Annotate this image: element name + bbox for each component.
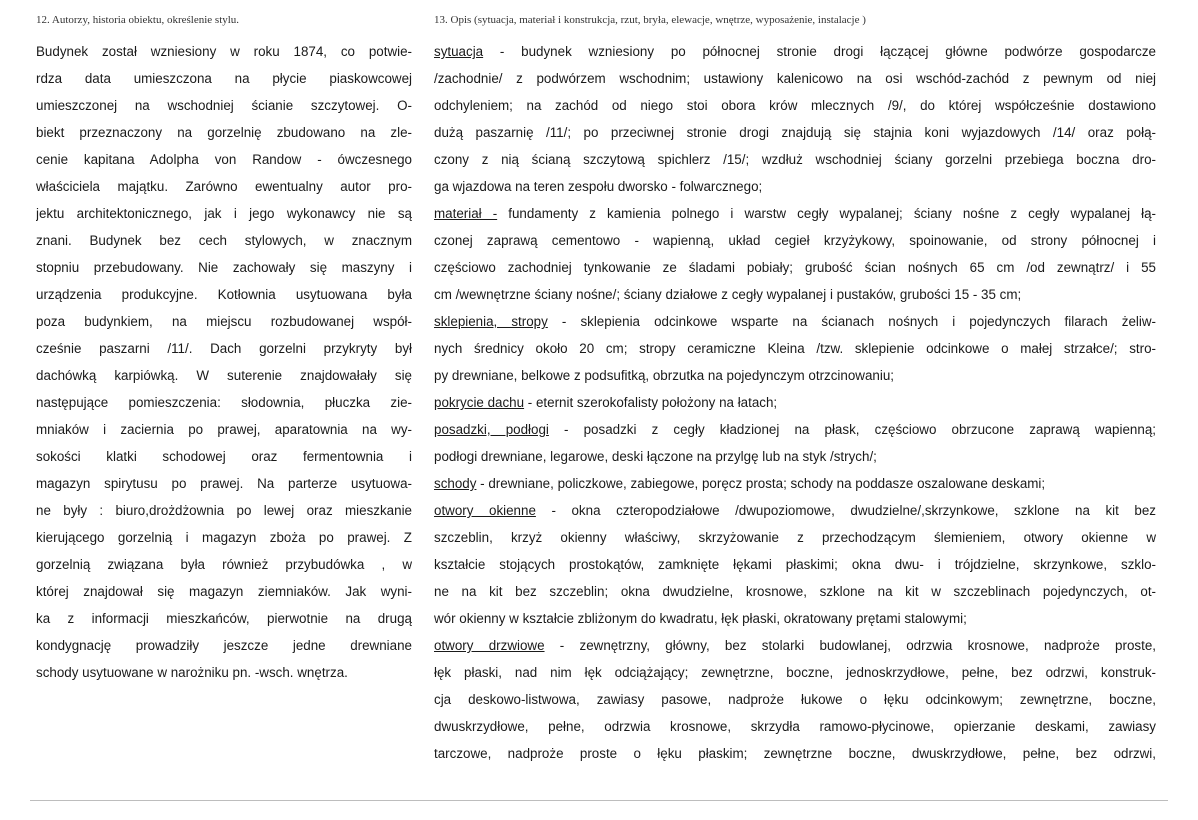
description-text-line [434, 173, 1156, 200]
history-text-line: urządzenia produkcyjne. Kotłownia usytuowana była [36, 287, 412, 302]
left-column-heading: 12. Autorzy, historia obiektu, określenie stylu. [36, 14, 240, 26]
description-text-line [434, 146, 1156, 173]
description-text: cja deskowo-listwowa, zawiasy pasowe, nadproże łukowe o łęku odcinkowym; zewnętrzne, boczne, [434, 692, 1156, 707]
description-text-line [434, 65, 1156, 92]
section-label: materiał - [434, 206, 498, 221]
description-text: fundamenty z kamienia polnego i warstw cegły wypalanej; ściany nośne z cegły wypalanej łą- [497, 206, 1156, 221]
description-text: ne na kit bez szczeblin; okna dwudzielne, krosnowe, szklone na kit w szczeblinach pojedynczych, ot- [434, 584, 1156, 599]
description-text: dużą paszarnię /11/; po przeciwnej stronie drogi znajdują się stajnia koni wyjazdowych /14/ oraz połą- [434, 125, 1156, 140]
description-text: - drewniane, policzkowe, zabiegowe, poręcz prosta; schody na poddasze oszalowane deskami; [476, 476, 1046, 491]
history-text-line: gorzelnią związana była również przybudówka , w [36, 557, 412, 572]
description-text-line [434, 389, 1156, 416]
description-text-line [434, 362, 1156, 389]
description-text-line [434, 308, 1156, 335]
section-label: pokrycie dachu [434, 395, 525, 410]
description-text-line [434, 38, 1156, 65]
description-text-line [434, 470, 1156, 497]
history-text-line: ne były : biuro,drożdżownia po lewej oraz mieszkanie [36, 503, 412, 518]
history-column [36, 38, 412, 686]
description-text: tarczowe, nadproże proste o łęku płaskim; zewnętrzne boczne, dwuskrzydłowe, pełne, bez odrzwi, [434, 746, 1156, 761]
description-text-line [434, 92, 1156, 119]
history-text-line: poza budynkiem, na miejscu rozbudowanej współ- [36, 314, 412, 329]
bottom-divider [30, 800, 1168, 801]
history-text-line: jektu architektonicznego, jak i jego wykonawcy nie są [36, 206, 412, 221]
description-text: - sklepienia odcinkowe wsparte na ścianach nośnych i pojedynczych filarach żeliw- [547, 314, 1156, 329]
description-text: odchyleniem; na zachód od niego stoi obora krów mlecznych /9/, do której współcześnie dostawiono [434, 98, 1156, 113]
description-column [434, 38, 1156, 767]
description-text: kształcie stojących prostokątów, zamknięte łękami płaskimi; okna dwu- i trójdzielne, skrzynkowe, szklo- [434, 557, 1156, 572]
history-text-line: Budynek został wzniesiony w roku 1874, co potwie- [36, 44, 412, 59]
description-text-line [434, 416, 1156, 443]
description-text: /zachodnie/ z podwórzem wschodnim; ustawiony kalenicowo na osi wschód-zachód z pewnym od niej [434, 71, 1156, 86]
history-text-line: cenie kapitana Adolpha von Randow - ówczesnego [36, 152, 412, 167]
section-label: sytuacja [434, 44, 484, 59]
description-text: ga wjazdowa na teren zespołu dworsko - folwarcznego; [434, 179, 763, 194]
section-label: sklepienia, stropy [434, 314, 548, 329]
description-text-line [434, 335, 1156, 362]
description-text-line [434, 551, 1156, 578]
description-text-line [434, 605, 1156, 632]
description-text-line [434, 497, 1156, 524]
section-label: posadzki, podłogi [434, 422, 549, 437]
description-text-line [434, 443, 1156, 470]
history-text-line: magazyn spirytusu po prawej. Na parterze usytuowa- [36, 476, 412, 491]
section-label: otwory drzwiowe [434, 638, 545, 653]
history-text-line: cześnie paszarni /11/. Dach gorzelni przykryty był [36, 341, 412, 356]
description-text-line [434, 686, 1156, 713]
history-text-line: rdza data umieszczona na płycie piaskowcowej [36, 71, 412, 86]
description-text-line [434, 227, 1156, 254]
description-text: czonej zaprawą cementowo - wapienną, układ cegieł krzyżykowy, spoinowanie, od strony północnej i [434, 233, 1156, 248]
description-text-line [434, 200, 1156, 227]
description-text-line [434, 578, 1156, 605]
history-text-line: kierującego gorzelnią i magazyn zboża po prawej. Z [36, 530, 412, 545]
description-text-line [434, 254, 1156, 281]
description-text: łęk płaski, nad nim łęk odciążający; zewnętrzne, boczne, jednoskrzydłowe, pełne, bez odrzwi, konstruk- [434, 665, 1156, 680]
description-text: szczeblin, krzyż okienny właściwy, skrzyżowanie z przechodzącym ślemieniem, otwory okienne w [434, 530, 1156, 545]
description-text-line [434, 119, 1156, 146]
description-text: częściowo zachodniej tynkowanie ze śladami pobiały; grubość ścian nośnych 65 cm /od zewnątrz/ i 55 [434, 260, 1156, 275]
description-text: py drewniane, belkowe z podsufitką, obrzutka na pojedynczym otrzcinowaniu; [434, 368, 894, 383]
history-text-line: stopniu przebudowany. Nie zachowały się maszyny i [36, 260, 412, 275]
description-text-line [434, 281, 1156, 308]
history-text-line: której znajdował się magazyn ziemniaków. Jak wyni- [36, 584, 412, 599]
history-text-line: dachówką karpiówką. W suterenie znajdowałały się [36, 368, 412, 383]
description-text: - okna czteropodziałowe /dwupoziomowe, dwudzielne/,skrzynkowe, szklone na kit bez [535, 503, 1156, 518]
history-text-line: schody usytuowane w narożniku pn. -wsch. wnętrza. [36, 665, 348, 680]
history-text-line: ka z informacji mieszkańców, pierwotnie na drugą [36, 611, 412, 626]
section-label: schody [434, 476, 477, 491]
description-text: czony z nią ścianą szczytową spichlerz /15/; wzdłuż wschodniej ściany gorzelni przebiega boczna dro- [434, 152, 1156, 167]
history-text-line: kondygnację prowadziły jeszcze jedne drewniane [36, 638, 412, 653]
description-text: - budynek wzniesiony po północnej stronie drogi łączącej główne podwórze gospodarcze [483, 44, 1156, 59]
history-text-line: znani. Budynek bez cech stylowych, w znacznym [36, 233, 412, 248]
history-text-line: umieszczonej na wschodniej ścianie szczytowej. O- [36, 98, 412, 113]
history-text-line: biekt przeznaczony na gorzelnię zbudowano na zle- [36, 125, 412, 140]
history-text-line: następujące pomieszczenia: słodownia, płuczka zie- [36, 395, 412, 410]
description-text-line [434, 713, 1156, 740]
description-text: nych średnicy około 20 cm; stropy ceramiczne Kleina /tzw. sklepienie odcinkowe o małej strzałce/; stro- [434, 341, 1156, 356]
history-text-line: mniaków i zaciernia po prawej, aparatownia na wy- [36, 422, 412, 437]
description-text-line [434, 632, 1156, 659]
description-text: dwuskrzydłowe, pełne, odrzwia krosnowe, skrzydła ramowo-płycinowe, opierzanie deskami, zawiasy [434, 719, 1156, 734]
right-column-heading: 13. Opis (sytuacja, materiał i konstrukcja, rzut, bryła, elewacje, wnętrze, wyposażenie, instalacje ) [434, 14, 866, 26]
description-text: - zewnętrzny, główny, bez stolarki budowlanej, odrzwia krosnowe, nadproże proste, [544, 638, 1156, 653]
description-text: wór okienny w kształcie zbliżonym do kwadratu, łęk płaski, okratowany prętami stalowymi; [434, 611, 967, 626]
history-text-line: właściciela majątku. Zarówno ewentualny autor pro- [36, 179, 412, 194]
description-text-line [434, 659, 1156, 686]
description-text: podłogi drewniane, legarowe, deski łączone na przylgę lub na styk /strych/; [434, 449, 877, 464]
description-text: cm /wewnętrzne ściany nośne/; ściany działowe z cegły wypalanej i pustaków, grubości 15 - 35 cm; [434, 287, 1022, 302]
description-text-line [434, 740, 1156, 767]
section-label: otwory okienne [434, 503, 536, 518]
history-text-line: sokości klatki schodowej oraz fermentownia i [36, 449, 412, 464]
description-text-line [434, 524, 1156, 551]
description-text: - eternit szerokofalisty położony na łatach; [524, 395, 778, 410]
description-text: - posadzki z cegły kładzionej na płask, częściowo obrzucone zaprawą wapienną; [548, 422, 1156, 437]
